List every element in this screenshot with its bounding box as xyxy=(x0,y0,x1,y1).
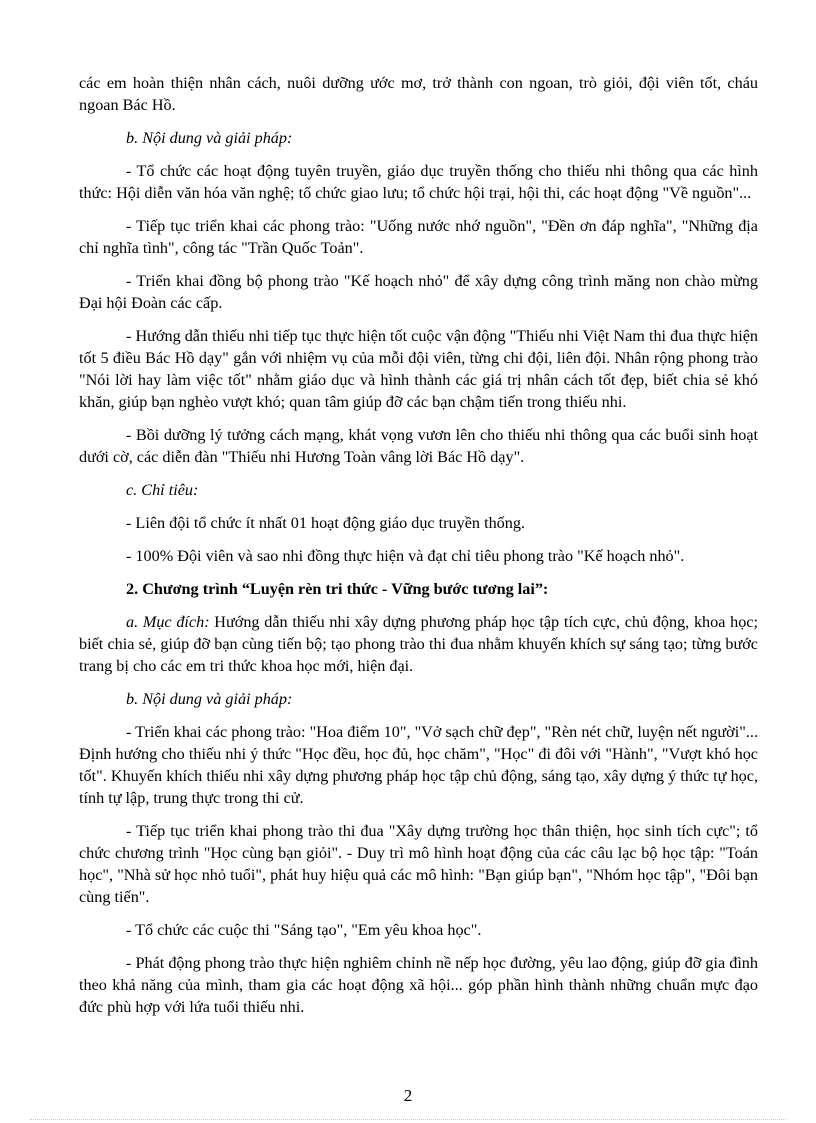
paragraph: - Tiếp tục triển khai phong trào thi đua "Xây dựng trường học thân thiện, học sinh tích cực"; tổ chức chương trình "Học cùng bạn giỏi". - Duy trì mô hình hoạt động của các câu lạc bộ học tập: "Toán học", "Nhà sử học nhỏ tuổi", phát huy hiệu quả các mô hình: "Bạn giúp bạn", "Nhóm học tập", "Đôi bạn cùng tiến". xyxy=(79,822,758,906)
paragraph: - Bồi dưỡng lý tưởng cách mạng, khát vọng vươn lên cho thiếu nhi thông qua các buổi sinh hoạt dưới cờ, các diễn đàn "Thiếu nhi Hương Toàn vâng lời Bác Hồ dạy". xyxy=(79,426,758,466)
page-number: 2 xyxy=(403,1086,413,1105)
paragraph: các em hoàn thiện nhân cách, nuôi dưỡng ước mơ, trở thành con ngoan, trò giỏi, đội viên tốt, cháu ngoan Bác Hồ. xyxy=(79,74,758,114)
paragraph: - Hướng dẫn thiếu nhi tiếp tục thực hiện tốt cuộc vận động "Thiếu nhi Việt Nam thi đua thực hiện tốt 5 điều Bác Hồ dạy" gắn với nhiệm vụ của mỗi đội viên, từng chi đội, liên đội. Nhân rộng phong trào "Nói lời hay làm việc tốt" nhằm giáo dục và hình thành các giá trị nhân cách tốt đẹp, biết chia sẻ khó khăn, giúp bạn nghèo vượt khó; quan tâm giúp đỡ các bạn chậm tiến trong thiếu nhi. xyxy=(79,327,758,411)
section-title: 2. Chương trình “Luyện rèn tri thức - Vững bước tương lai”: xyxy=(126,580,549,598)
subheading-content-solutions: b. Nội dung và giải pháp: xyxy=(126,129,293,147)
paragraph: - Liên đội tổ chức ít nhất 01 hoạt động giáo dục truyền thống. xyxy=(126,514,525,532)
subheading-content-solutions: b. Nội dung và giải pháp: xyxy=(126,690,293,708)
subheading-targets: c. Chỉ tiêu: xyxy=(126,481,199,499)
footer-divider xyxy=(30,1119,786,1120)
paragraph: - Tổ chức các cuộc thi "Sáng tạo", "Em yêu khoa học". xyxy=(126,921,482,939)
paragraph: - Tiếp tục triển khai các phong trào: "Uống nước nhớ nguồn", "Đền ơn đáp nghĩa", "Những địa chỉ nghĩa tình", công tác "Trần Quốc Toản". xyxy=(79,217,758,257)
document-body xyxy=(79,72,758,1029)
purpose-text: Hướng dẫn thiếu nhi xây dựng phương pháp học tập tích cực, chủ động, khoa học; biết chia sẻ, giúp đỡ bạn cùng tiến bộ; tạo phong trào thi đua nhằm khuyến khích sự sáng tạo; từng bước trang bị cho các em tri thức khoa học mới, hiện đại. xyxy=(79,613,758,675)
paragraph: - Triển khai đồng bộ phong trào "Kế hoạch nhỏ" để xây dựng công trình măng non chào mừng Đại hội Đoàn các cấp. xyxy=(79,272,758,312)
paragraph: - Triển khai các phong trào: "Hoa điểm 10", "Vở sạch chữ đẹp", "Rèn nét chữ, luyện nết người"... Định hướng cho thiếu nhi ý thức "Học đều, học đủ, học chăm", "Học" đi đôi với "Hành", "Vượt khó học tốt". Khuyến khích thiếu nhi xây dựng phương pháp học tập chủ động, sáng tạo, xây dựng ý thức tự học, tính tự lập, trung thực trong thi cử. xyxy=(79,723,758,807)
purpose-lead: a. Mục đích: xyxy=(126,613,210,631)
paragraph: - 100% Đội viên và sao nhi đồng thực hiện và đạt chỉ tiêu phong trào "Kế hoạch nhỏ". xyxy=(126,547,685,565)
paragraph: - Phát động phong trào thực hiện nghiêm chỉnh nề nếp học đường, yêu lao động, giúp đỡ gia đình theo khả năng của mình, tham gia các hoạt động xã hội... góp phần hình thành những chuẩn mực đạo đức phù hợp với lứa tuổi thiếu nhi. xyxy=(79,954,758,1016)
paragraph: - Tổ chức các hoạt động tuyên truyền, giáo dục truyền thống cho thiếu nhi thông qua các hình thức: Hội diễn văn hóa văn nghệ; tổ chức giao lưu; tổ chức hội trại, hội thi, các hoạt động "Về nguồn"... xyxy=(79,162,758,202)
paragraph-purpose xyxy=(79,611,758,677)
